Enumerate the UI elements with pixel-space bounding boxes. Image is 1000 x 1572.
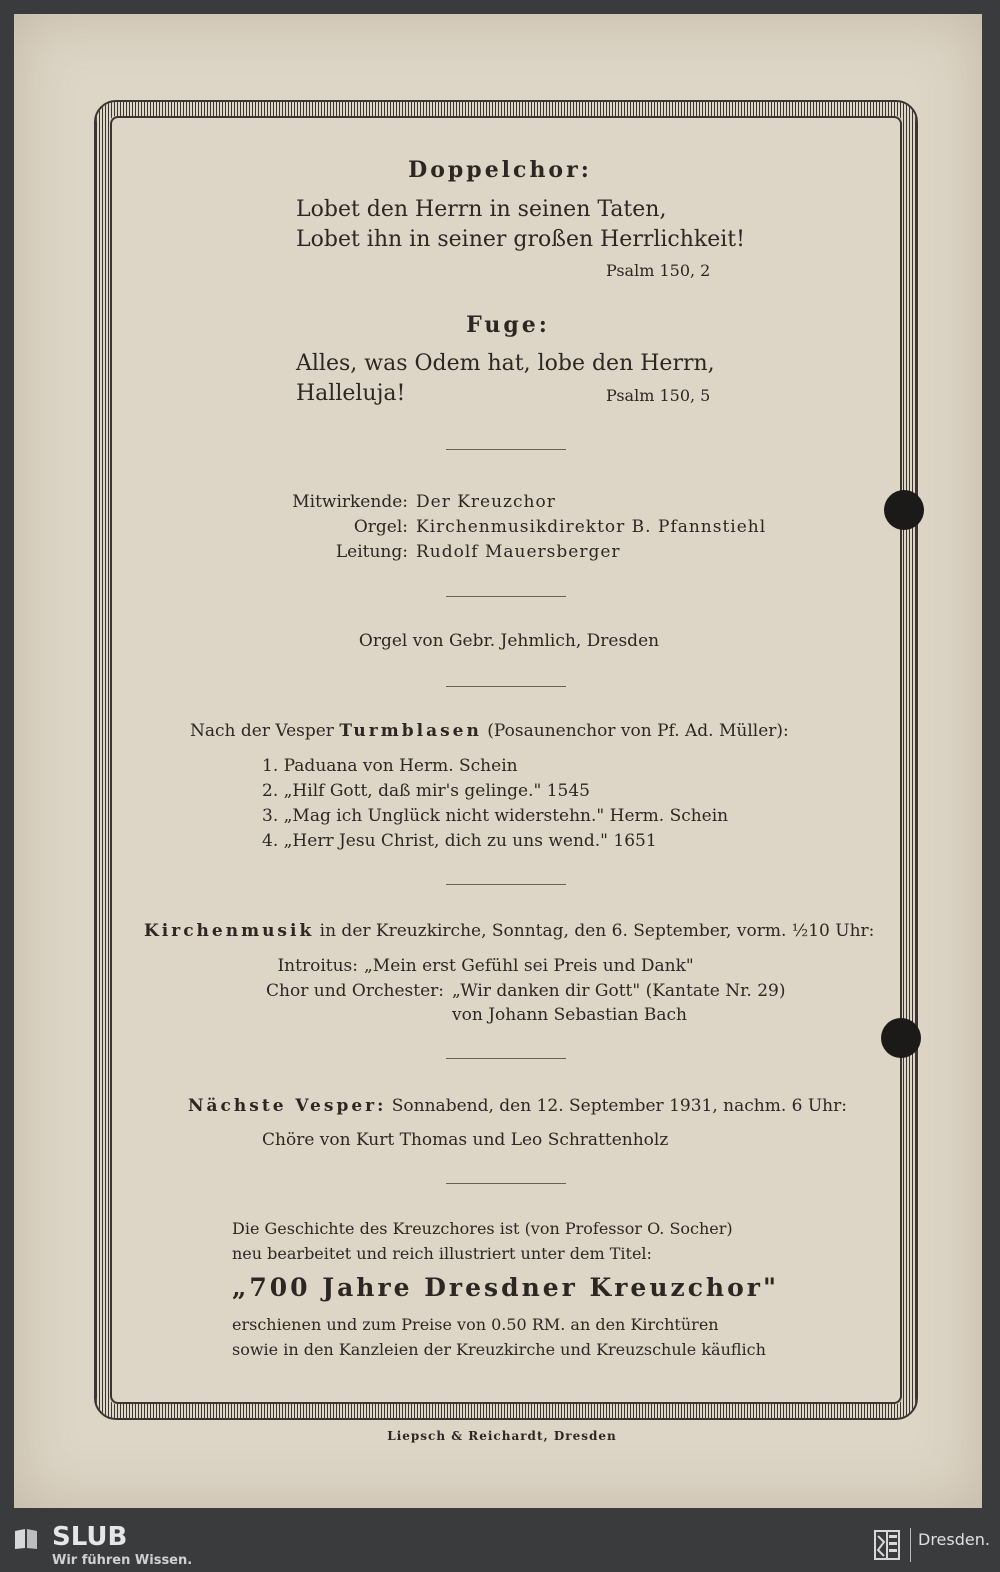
book-line-3: erschienen und zum Preise von 0.50 RM. an den Kirchtüren: [232, 1315, 719, 1334]
next-vesper-details: Sonnabend, den 12. September 1931, nachm. 6 Uhr:: [391, 1096, 847, 1116]
conductor-label: Leitung:: [335, 542, 408, 562]
footer-tagline: Wir führen Wissen.: [52, 1553, 193, 1568]
performers-value: Der Kreuzchor: [416, 492, 556, 512]
turmblasen-suffix: (Posaunenchor von Pf. Ad. Müller):: [487, 721, 789, 741]
organist-label: Orgel:: [353, 517, 408, 537]
punch-hole: [884, 490, 924, 530]
performers-label: Mitwirkende:: [292, 492, 408, 512]
doppelchor-line-1: Lobet den Herrn in seinen Taten,: [296, 197, 667, 222]
footer-bar: [0, 1520, 1000, 1572]
divider: [446, 449, 566, 450]
next-vesper-keyword: Nächste Vesper:: [188, 1096, 387, 1116]
book-line-1: Die Geschichte des Kreuzchores ist (von Professor O. Socher): [232, 1219, 733, 1238]
coat-of-arms-icon: [874, 1530, 900, 1560]
divider: [446, 596, 566, 597]
printer-credit: Liepsch & Reichardt, Dresden: [387, 1429, 617, 1443]
next-vesper-choirs: Chöre von Kurt Thomas und Leo Schrattenholz: [262, 1130, 669, 1150]
turmblasen-prefix: Nach der Vesper: [190, 721, 334, 741]
doppelchor-heading: Doppelchor:: [408, 157, 592, 183]
introitus-label: Introitus:: [277, 956, 358, 976]
turmblasen-line: [190, 721, 789, 741]
chor-value: „Wir danken dir Gott" (Kantate Nr. 29): [452, 981, 786, 1001]
next-vesper-line: [188, 1096, 847, 1116]
fuge-line-2: Halleluja!: [296, 381, 406, 406]
footer-city[interactable]: Dresden.: [918, 1530, 990, 1549]
punch-hole: [881, 1018, 921, 1058]
turmblasen-item: 4. „Herr Jesu Christ, dich zu uns wend." 1651: [262, 831, 657, 851]
book-line-4: sowie in den Kanzleien der Kreuzkirche und Kreuzschule käuflich: [232, 1340, 766, 1359]
turmblasen-item: 3. „Mag ich Unglück nicht widerstehn." Herm. Schein: [262, 806, 729, 826]
doppelchor-reference: Psalm 150, 2: [606, 261, 711, 280]
composer: von Johann Sebastian Bach: [452, 1005, 687, 1025]
kirchenmusik-details: in der Kreuzkirche, Sonntag, den 6. September, vorm. ½10 Uhr:: [319, 921, 875, 941]
fuge-line-1: Alles, was Odem hat, lobe den Herrn,: [296, 351, 715, 376]
divider: [446, 1183, 566, 1184]
introitus-value: „Mein erst Gefühl sei Preis und Dank": [364, 956, 694, 976]
book-title: „700 Jahre Dresdner Kreuzchor": [232, 1273, 779, 1302]
doppelchor-line-2: Lobet ihn in seiner großen Herrlichkeit!: [296, 227, 745, 252]
turmblasen-item: 2. „Hilf Gott, daß mir's gelinge." 1545: [262, 781, 590, 801]
footer-separator: [910, 1528, 911, 1562]
conductor-value: Rudolf Mauersberger: [416, 542, 621, 562]
fuge-reference: Psalm 150, 5: [606, 386, 711, 405]
divider: [446, 884, 566, 885]
organ-builder-note: Orgel von Gebr. Jehmlich, Dresden: [358, 631, 660, 651]
kirchenmusik-line: [144, 921, 874, 941]
turmblasen-keyword: Turmblasen: [339, 721, 482, 741]
book-line-2: neu bearbeitet und reich illustriert unter dem Titel:: [232, 1244, 652, 1263]
kirchenmusik-keyword: Kirchenmusik: [144, 921, 315, 941]
chor-label: Chor und Orchester:: [266, 981, 444, 1001]
turmblasen-item: 1. Paduana von Herm. Schein: [262, 756, 518, 776]
footer-brand[interactable]: SLUB: [52, 1522, 128, 1552]
organist-value: Kirchenmusikdirektor B. Pfannstiehl: [416, 517, 767, 537]
book-icon: [14, 1528, 38, 1550]
fuge-heading: Fuge:: [466, 312, 550, 338]
divider: [446, 686, 566, 687]
divider: [446, 1058, 566, 1059]
